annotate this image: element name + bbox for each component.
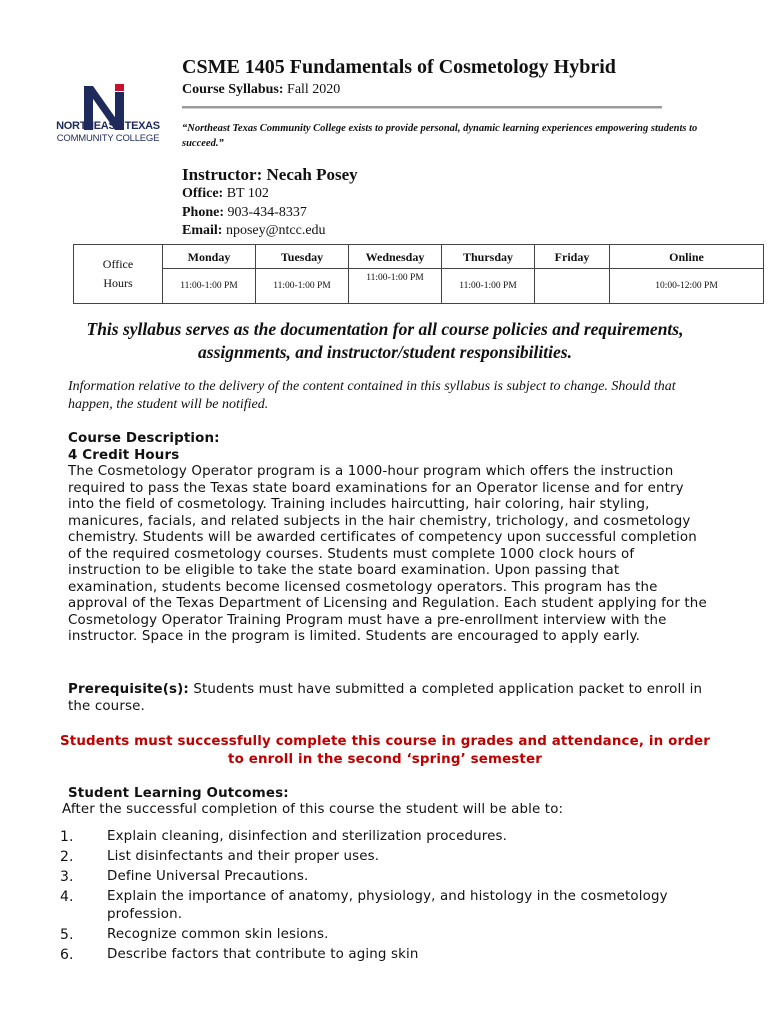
time-wednesday: 11:00-1:00 PM bbox=[349, 269, 442, 304]
phone-label: Phone: bbox=[182, 205, 224, 220]
office-hours-label bbox=[74, 245, 163, 304]
day-online: Online bbox=[610, 245, 764, 269]
prerequisite-text: Students must have submitted a completed application packet to enroll in the course. bbox=[68, 682, 703, 714]
day-wednesday: Wednesday bbox=[349, 245, 442, 269]
time-thursday: 11:00-1:00 PM bbox=[442, 269, 535, 304]
list-item-number: 1. bbox=[60, 829, 74, 845]
list-item-number: 5. bbox=[60, 927, 74, 943]
syllabus-label: Course Syllabus: bbox=[182, 82, 284, 97]
prerequisite-label: Prerequisite(s): bbox=[68, 682, 189, 697]
list-item-number: 4. bbox=[60, 889, 74, 905]
day-friday: Friday bbox=[535, 245, 610, 269]
course-description-body: The Cosmetology Operator program is a 1000-hour program which offers the instruction required to pass the Texas state board examinations for an Operator license and for entry into the field of cosmetology. Training includes haircutting, hair coloring, hair styling, manicures, facials, and related subjects in the hair chemistry, trichology, and cosmetology chemistry. Students will be awarded certificates of competency upon successful completion of the required cosmetology courses. Students must complete 1000 clock hours of instruction to be eligible to take the state board examination. Upon passing that examination, students become licensed cosmetology operators. This program has the approval of the Texas Department of Licensing and Regulation. Each student applying for the Cosmetology Operator Training Program must have a pre-enrollment interview with the instructor. Space in the program is limited. Students are encouraged to apply early. bbox=[68, 464, 707, 644]
day-thursday: Thursday bbox=[442, 245, 535, 269]
list-item-number: 2. bbox=[60, 849, 74, 865]
list-item-text: Explain cleaning, disinfection and sterilization procedures. bbox=[107, 829, 508, 844]
outcomes-heading: Student Learning Outcomes: bbox=[68, 786, 289, 801]
phone-value: 903-434-8337 bbox=[227, 205, 307, 220]
instructor-heading: Instructor: Necah Posey bbox=[182, 165, 358, 184]
list-item-text: List disinfectants and their proper uses. bbox=[107, 849, 380, 864]
outcomes-list bbox=[60, 828, 700, 966]
logo-name-line2: COMMUNITY COLLEGE bbox=[56, 133, 160, 144]
syllabus-term-line bbox=[182, 82, 340, 98]
office-value: BT 102 bbox=[226, 186, 269, 201]
policy-statement: This syllabus serves as the documentation for all course policies and requirements, assignments, and instructor/student responsibilities. bbox=[86, 319, 684, 362]
email-label: Email: bbox=[182, 223, 223, 238]
time-online: 10:00-12:00 PM bbox=[610, 269, 764, 304]
office-hours-label-line2: Hours bbox=[103, 276, 133, 290]
email-value[interactable]: nposey@ntcc.edu bbox=[225, 223, 326, 238]
office-hours-header-row bbox=[74, 245, 764, 269]
list-item-text: Describe factors that contribute to aging skin bbox=[107, 947, 419, 962]
credit-hours: 4 Credit Hours bbox=[68, 447, 180, 463]
list-item-text: Define Universal Precautions. bbox=[107, 869, 309, 884]
course-description-heading: Course Description: bbox=[68, 431, 220, 446]
list-item bbox=[60, 848, 700, 866]
office-line bbox=[182, 186, 269, 202]
office-hours-table bbox=[73, 244, 764, 304]
outcomes-intro: After the successful completion of this course the student will be able to: bbox=[62, 802, 564, 817]
course-title: CSME 1405 Fundamentals of Cosmetology Hybrid bbox=[182, 56, 616, 78]
logo-n-accent bbox=[115, 84, 124, 91]
list-item-number: 3. bbox=[60, 869, 74, 885]
change-notice: Information relative to the delivery of the content contained in this syllabus is subject to change. Should that happen, the student will be notified. bbox=[68, 379, 676, 412]
day-tuesday: Tuesday bbox=[256, 245, 349, 269]
day-monday: Monday bbox=[163, 245, 256, 269]
mission-statement: “Northeast Texas Community College exists to provide personal, dynamic learning experiences empowering students to succeed.” bbox=[182, 123, 698, 149]
header-divider bbox=[182, 106, 662, 109]
syllabus-term: Fall 2020 bbox=[287, 82, 341, 97]
time-friday bbox=[535, 269, 610, 304]
time-monday: 11:00-1:00 PM bbox=[163, 269, 256, 304]
list-item-text: Explain the importance of anatomy, physiology, and histology in the cosmetology profession. bbox=[107, 889, 668, 922]
logo-name-line1: NORTHEAST TEXAS bbox=[56, 120, 160, 132]
prerequisite bbox=[68, 682, 708, 715]
email-line bbox=[182, 223, 326, 239]
course-description bbox=[68, 431, 708, 646]
list-item-number: 6. bbox=[60, 947, 74, 963]
list-item bbox=[60, 946, 700, 964]
list-item-text: Recognize common skin lesions. bbox=[107, 927, 329, 942]
list-item bbox=[60, 888, 700, 924]
list-item bbox=[60, 828, 700, 846]
phone-line bbox=[182, 205, 307, 221]
office-hours-label-line1: Office bbox=[102, 257, 134, 271]
list-item bbox=[60, 868, 700, 886]
office-label: Office: bbox=[182, 186, 224, 201]
office-hours-times-row bbox=[74, 269, 764, 304]
enrollment-warning: Students must successfully complete this course in grades and attendance, in order to enroll in the second ‘spring’ semester bbox=[60, 734, 710, 767]
time-tuesday: 11:00-1:00 PM bbox=[256, 269, 349, 304]
list-item bbox=[60, 926, 700, 944]
